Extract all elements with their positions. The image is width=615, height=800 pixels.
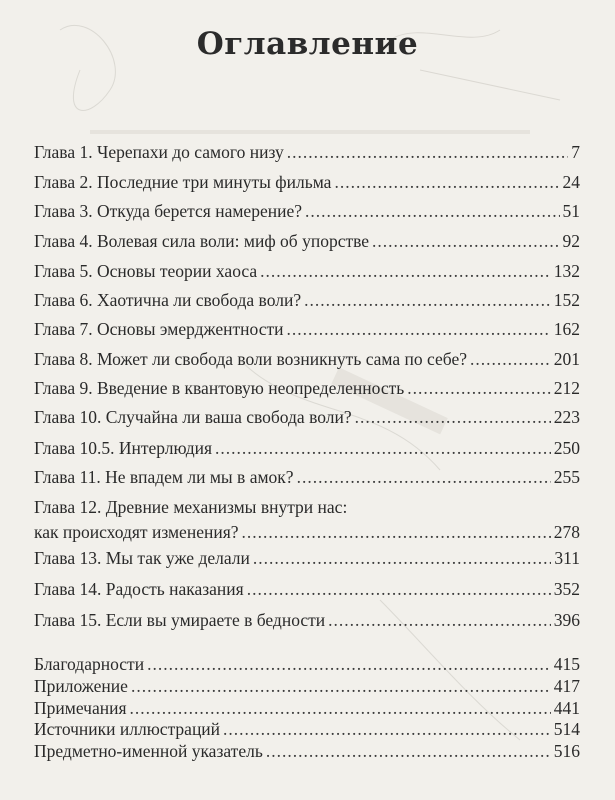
toc-entry-chapter-2[interactable]	[34, 171, 580, 193]
toc-label: Приложение	[34, 676, 128, 696]
toc-entry-index[interactable]	[34, 740, 580, 762]
toc-entry-notes[interactable]	[34, 697, 580, 719]
toc-page-number: 201	[553, 349, 580, 369]
toc-entry-chapter-4[interactable]	[34, 230, 580, 252]
toc-label: Глава 5. Основы теории хаоса	[34, 261, 258, 281]
toc-label: как происходят изменения?	[34, 522, 239, 542]
dot-leader	[266, 740, 551, 762]
toc-label: Благодарности	[34, 654, 145, 674]
toc-page-number: 278	[553, 522, 580, 542]
dot-leader	[470, 348, 551, 370]
toc-entry-chapter-3[interactable]	[34, 200, 580, 222]
toc-page-number: 7	[571, 142, 580, 162]
toc-label-line-1: Глава 12. Древние механизмы внутри нас:	[34, 497, 348, 517]
dot-leader	[131, 675, 551, 697]
toc-entry-chapter-15[interactable]	[34, 609, 580, 631]
toc-entry-chapter-9[interactable]	[34, 377, 580, 399]
toc-label: Глава 10. Случайна ли ваша свобода воли?	[34, 407, 352, 427]
dot-leader	[305, 200, 560, 222]
toc-page-number: 352	[553, 579, 580, 599]
toc-label: Предметно-именной указатель	[34, 741, 263, 761]
page-title: Оглавление	[196, 26, 419, 62]
toc-page-number: 24	[562, 172, 580, 192]
toc-page-number: 162	[553, 319, 580, 339]
toc-entry-acknowledgements[interactable]	[34, 653, 580, 675]
toc-label: Глава 11. Не впадем ли мы в амок?	[34, 467, 294, 487]
toc-page-number: 132	[553, 261, 580, 281]
toc-page-number: 51	[562, 201, 580, 221]
dot-leader	[287, 318, 551, 340]
toc-label: Источники иллюстраций	[34, 719, 221, 739]
dot-leader	[407, 377, 551, 399]
dot-leader	[242, 521, 551, 543]
toc-page-number: 516	[553, 741, 580, 761]
dot-leader	[372, 230, 559, 252]
dot-leader	[215, 437, 551, 459]
dot-leader	[247, 578, 551, 600]
toc-entry-chapter-6[interactable]	[34, 289, 580, 311]
dot-leader	[253, 547, 552, 569]
toc-entry-chapter-10[interactable]	[34, 406, 580, 428]
toc-page-number: 417	[553, 676, 580, 696]
dot-leader	[260, 260, 551, 282]
toc-page-number: 514	[553, 719, 580, 739]
toc-label: Глава 3. Откуда берется намерение?	[34, 201, 302, 221]
dot-leader	[355, 406, 551, 428]
toc-entry-appendix[interactable]	[34, 675, 580, 697]
toc-label: Глава 8. Может ли свобода воли возникнуть сама по себе?	[34, 349, 467, 369]
toc-entry-chapter-5[interactable]	[34, 260, 580, 282]
toc-page-number: 396	[553, 610, 580, 630]
toc-label: Глава 1. Черепахи до самого низу	[34, 142, 284, 162]
toc-page-number: 92	[562, 231, 580, 251]
toc-label: Глава 14. Радость наказания	[34, 579, 244, 599]
toc-page-number: 441	[553, 698, 580, 718]
toc-label: Глава 10.5. Интерлюдия	[34, 438, 213, 458]
dot-leader	[328, 609, 551, 631]
toc-label: Примечания	[34, 698, 127, 718]
toc-page-number: 223	[553, 407, 580, 427]
dot-leader	[334, 171, 559, 193]
toc-entry-chapter-12[interactable]	[34, 496, 580, 543]
toc-label: Глава 13. Мы так уже делали	[34, 548, 250, 568]
dot-leader	[130, 697, 551, 719]
dot-leader	[147, 653, 551, 675]
toc-label: Глава 15. Если вы умираете в бедности	[34, 610, 326, 630]
toc-label: Глава 7. Основы эмерджентности	[34, 319, 284, 339]
dot-leader	[287, 141, 568, 163]
toc-entry-chapter-7[interactable]	[34, 318, 580, 340]
toc-page-number: 311	[554, 548, 580, 568]
dot-leader	[304, 289, 551, 311]
toc-label: Глава 9. Введение в квантовую неопределенность	[34, 378, 405, 398]
toc-entry-illustration-sources[interactable]	[34, 718, 580, 740]
toc-entry-chapter-14[interactable]	[34, 578, 580, 600]
toc-label: Глава 2. Последние три минуты фильма	[34, 172, 332, 192]
toc-label: Глава 6. Хаотична ли свобода воли?	[34, 290, 302, 310]
toc-page-number: 152	[553, 290, 580, 310]
toc-page-number: 255	[553, 467, 580, 487]
toc-entry-chapter-8[interactable]	[34, 348, 580, 370]
toc-entry-chapter-1[interactable]	[34, 141, 580, 163]
toc-page-number: 415	[553, 654, 580, 674]
toc-label: Глава 4. Волевая сила воли: миф об упорстве	[34, 231, 370, 251]
toc-entry-chapter-13[interactable]	[34, 547, 580, 569]
toc-entry-chapter-11[interactable]	[34, 466, 580, 488]
toc-page-number: 212	[553, 378, 580, 398]
dot-leader	[223, 718, 551, 740]
dot-leader	[297, 466, 551, 488]
toc-page-number: 250	[553, 438, 580, 458]
toc-entry-chapter-10-5[interactable]	[34, 437, 580, 459]
